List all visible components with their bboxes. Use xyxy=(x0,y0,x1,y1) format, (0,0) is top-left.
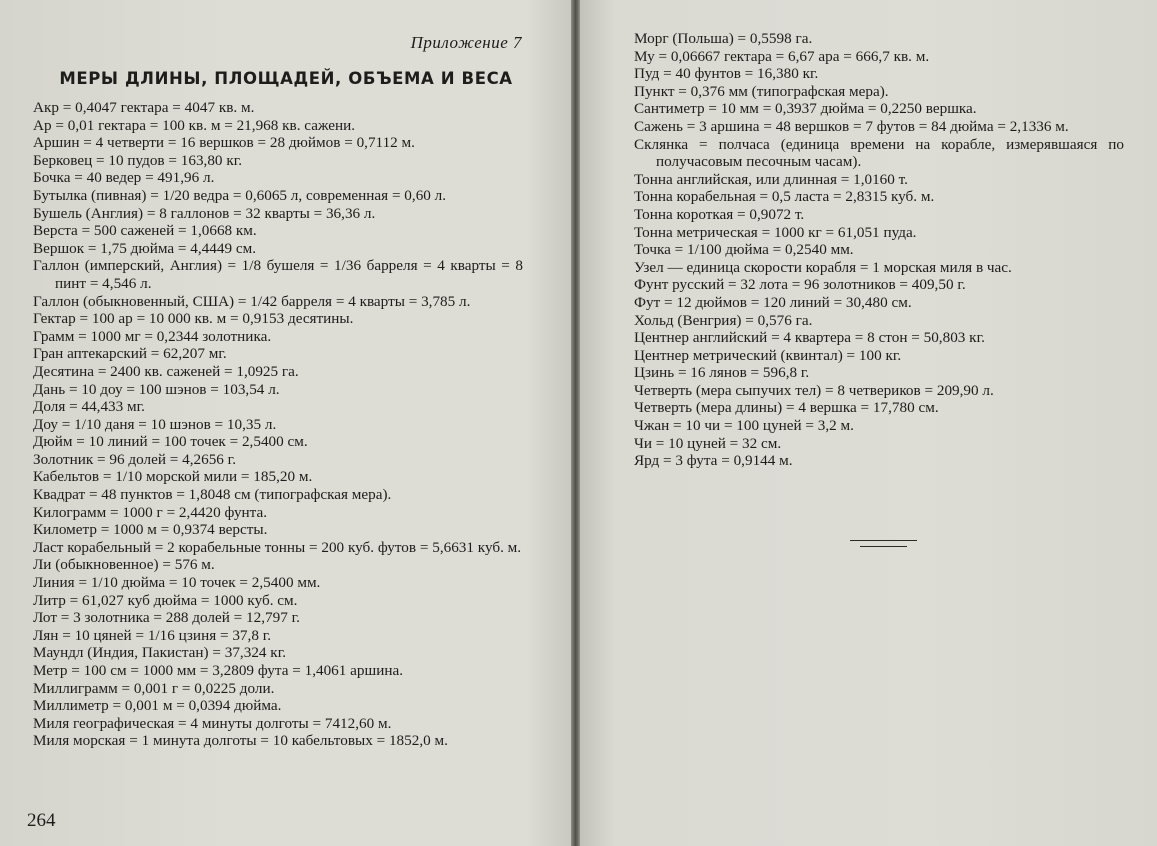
page-heading: МЕРЫ ДЛИНЫ, ПЛОЩАДЕЙ, ОБЪЕМА И ВЕСА xyxy=(59,69,513,88)
entry: Золотник = 96 долей = 4,2656 г. xyxy=(33,450,236,468)
appendix-label: Приложение 7 xyxy=(410,33,522,52)
right-page xyxy=(580,0,1157,846)
entry: Хольд (Венгрия) = 0,576 га. xyxy=(634,311,813,329)
entry: Центнер метрический (квинтал) = 100 кг. xyxy=(634,346,902,364)
entry: Пуд = 40 фунтов = 16,380 кг. xyxy=(634,65,819,83)
entry: Миллиграмм = 0,001 г = 0,0225 доли. xyxy=(33,679,275,697)
entry: Бушель (Англия) = 8 галлонов = 32 кварты = 36,36 л. xyxy=(33,204,376,222)
entry: Лот = 3 золотника = 288 долей = 12,797 г. xyxy=(33,609,300,627)
entry: Гран аптекарский = 62,207 мг. xyxy=(33,345,227,363)
entry: Километр = 1000 м = 0,9374 версты. xyxy=(33,521,268,539)
entry: Му = 0,06667 гектара = 6,67 ара = 666,7 кв. м. xyxy=(634,47,930,65)
entry: Лян = 10 цяней = 1/16 цзиня = 37,8 г. xyxy=(33,626,272,644)
entry: Фут = 12 дюймов = 120 линий = 30,480 см. xyxy=(634,293,912,311)
entry: Чжан = 10 чи = 100 цуней = 3,2 м. xyxy=(634,417,854,435)
left-page xyxy=(0,0,572,846)
entry: Ласт корабельный = 2 корабельные тонны = 200 куб. футов = 5,6631 куб. м. xyxy=(33,538,522,556)
entry: Дань = 10 доу = 100 шэнов = 103,54 л. xyxy=(33,380,280,398)
entry: Дюйм = 10 линий = 100 точек = 2,5400 см. xyxy=(33,433,308,451)
page-number: 264 xyxy=(27,810,56,831)
entry: Доля = 44,433 мг. xyxy=(33,398,145,416)
entry: Верста = 500 саженей = 1,0668 км. xyxy=(33,222,257,240)
entry: Грамм = 1000 мг = 0,2344 золотника. xyxy=(33,327,272,345)
entry: Четверть (мера сыпучих тел) = 8 четвериков = 209,90 л. xyxy=(634,381,994,399)
entry: Сажень = 3 аршина = 48 вершков = 7 футов = 84 дюйма = 2,1336 м. xyxy=(634,117,1069,135)
entry: Склянка = полчаса (единица времени на корабле, измерявшаяся по получасовым песочным часам). xyxy=(634,135,1124,171)
entry: Галлон (обыкновенный, США) = 1/42 барреля = 4 кварты = 3,785 л. xyxy=(33,292,471,310)
entry: Цзинь = 16 лянов = 596,8 г. xyxy=(634,364,810,382)
entry: Литр = 61,027 куб дюйма = 1000 куб. см. xyxy=(33,591,298,609)
entry: Тонна метрическая = 1000 кг = 61,051 пуда. xyxy=(634,223,917,241)
entry: Гектар = 100 ар = 10 000 кв. м = 0,9153 десятины. xyxy=(33,310,354,328)
entry: Бутылка (пивная) = 1/20 ведра = 0,6065 л, современная = 0,60 л. xyxy=(33,186,447,204)
entry: Галлон (имперский, Англия) = 1/8 бушеля = 1/36 барреля = 4 кварты = 8 пинт = 4,546 л. xyxy=(33,257,523,292)
entry: Миля географическая = 4 минуты долготы = 7412,60 м. xyxy=(33,714,392,732)
entry: Точка = 1/100 дюйма = 0,2540 мм. xyxy=(634,241,854,259)
entry: Доу = 1/10 даня = 10 шэнов = 10,35 л. xyxy=(33,415,277,433)
entry: Ли (обыкновенное) = 576 м. xyxy=(33,556,215,574)
entry: Бочка = 40 ведер = 491,96 л. xyxy=(33,169,215,187)
entry: Берковец = 10 пудов = 163,80 кг. xyxy=(33,151,243,169)
entry: Чи = 10 цуней = 32 см. xyxy=(634,434,782,452)
entry: Тонна корабельная = 0,5 ласта = 2,8315 куб. м. xyxy=(634,188,935,206)
entry: Морг (Польша) = 0,5598 га. xyxy=(634,30,813,47)
entry: Квадрат = 48 пунктов = 1,8048 см (типографская мера). xyxy=(33,486,392,504)
entry: Ар = 0,01 гектара = 100 кв. м = 21,968 кв. сажени. xyxy=(33,116,356,134)
entry: Пункт = 0,376 мм (типографская мера). xyxy=(634,82,889,100)
entry: Десятина = 2400 кв. саженей = 1,0925 га. xyxy=(33,362,299,380)
entry: Четверть (мера длины) = 4 вершка = 17,780 см. xyxy=(634,399,939,417)
entry: Аршин = 4 четверти = 16 вершков = 28 дюймов = 0,7112 м. xyxy=(33,134,415,152)
left-entry-list xyxy=(33,99,523,750)
entry: Кабельтов = 1/10 морской мили = 185,20 м. xyxy=(33,468,313,486)
entry: Центнер английский = 4 квартера = 8 стон = 50,803 кг. xyxy=(634,329,985,347)
entry: Линия = 1/10 дюйма = 10 точек = 2,5400 мм. xyxy=(33,574,321,592)
entry: Килограмм = 1000 г = 2,4420 фунта. xyxy=(33,503,268,521)
end-rule-line xyxy=(850,540,917,541)
entry: Тонна английская, или длинная = 1,0160 т. xyxy=(634,170,908,188)
entry: Сантиметр = 10 мм = 0,3937 дюйма = 0,2250 вершка. xyxy=(634,100,977,118)
entry: Ярд = 3 фута = 0,9144 м. xyxy=(634,452,793,470)
entry: Миля морская = 1 минута долготы = 10 кабельтовых = 1852,0 м. xyxy=(33,732,448,750)
entry: Миллиметр = 0,001 м = 0,0394 дюйма. xyxy=(33,697,282,715)
entry: Метр = 100 см = 1000 мм = 3,2809 фута = 1,4061 аршина. xyxy=(33,662,403,679)
entry: Узел — единица скорости корабля = 1 морская миля в час. xyxy=(634,258,1012,276)
entry: Тонна короткая = 0,9072 т. xyxy=(634,205,805,223)
entry: Вершок = 1,75 дюйма = 4,4449 см. xyxy=(33,239,256,257)
entry: Фунт русский = 32 лота = 96 золотников = 409,50 г. xyxy=(634,276,966,294)
right-entry-list xyxy=(634,30,1124,470)
end-rule-line-short xyxy=(860,546,907,547)
entry: Акр = 0,4047 гектара = 4047 кв. м. xyxy=(33,99,255,116)
entry: Маундл (Индия, Пакистан) = 37,324 кг. xyxy=(33,644,287,662)
